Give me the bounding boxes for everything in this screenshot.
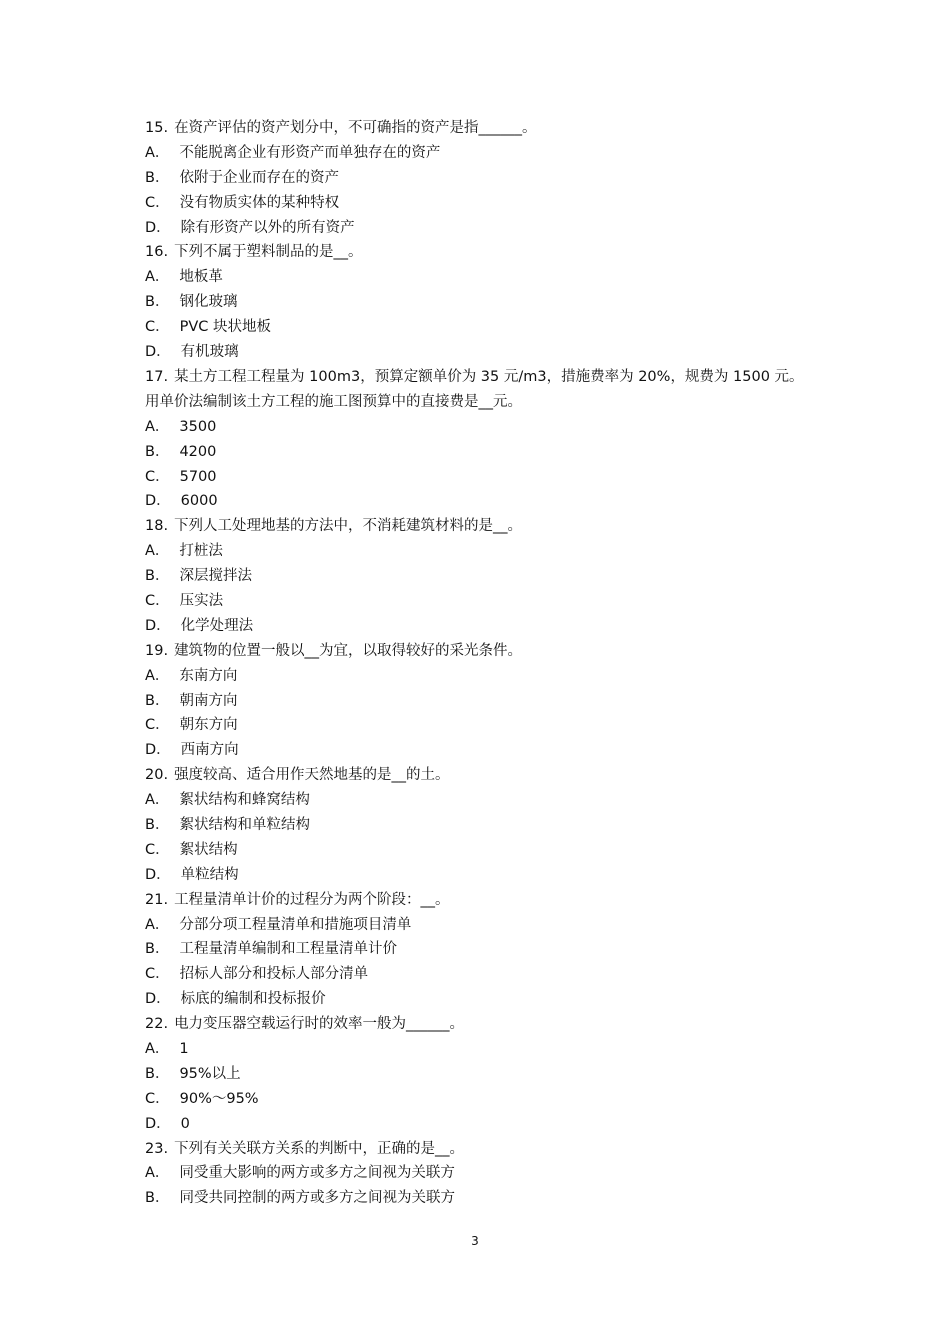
answer-option: [145, 987, 815, 1012]
answer-option: [145, 863, 815, 888]
answer-option: [145, 1062, 815, 1087]
answer-option: [145, 539, 815, 564]
option-text: 压实法: [179, 592, 224, 609]
option-text: 打桩法: [179, 543, 223, 560]
option-text: 絮状结构和蜂窝结构: [179, 792, 310, 809]
answer-option: [145, 614, 815, 639]
option-text: 同受重大影响的两方或多方之间视为关联方: [179, 1165, 455, 1182]
option-letter: B．: [145, 169, 170, 186]
answer-option: [145, 216, 815, 241]
answer-option: [145, 465, 815, 490]
option-text: PVC 块状地板: [179, 319, 272, 336]
question-stem: [145, 240, 815, 265]
option-letter: D．: [145, 219, 171, 236]
option-letter: C．: [145, 717, 170, 734]
question-stem: [145, 763, 815, 788]
question-stem: [145, 116, 815, 141]
answer-option: [145, 713, 815, 738]
answer-option: [145, 788, 815, 813]
option-text: 絮状结构和单粒结构: [179, 816, 310, 833]
option-text: 单粒结构: [180, 866, 239, 883]
option-text: 除有形资产以外的所有资产: [180, 219, 355, 236]
answer-option: [145, 1037, 815, 1062]
option-text: 地板革: [179, 269, 223, 286]
option-text: 依附于企业而存在的资产: [179, 169, 339, 186]
option-letter: C．: [145, 841, 170, 858]
question-stem: [145, 888, 815, 913]
question-number: 15.: [145, 120, 169, 136]
option-letter: A．: [145, 667, 170, 684]
option-letter: D．: [145, 344, 171, 361]
answer-option: [145, 738, 815, 763]
question-stem: [145, 514, 815, 539]
answer-option: [145, 689, 815, 714]
option-letter: B．: [145, 294, 170, 311]
option-letter: A．: [145, 418, 170, 435]
answer-option: [145, 290, 815, 315]
question-text: 下列人工处理地基的方法中，不消耗建筑材料的是__。: [174, 518, 523, 535]
answer-option: [145, 489, 815, 514]
question-stem: [145, 1012, 815, 1037]
option-letter: A．: [145, 792, 170, 809]
option-letter: B．: [145, 443, 170, 460]
question-stem: [145, 1137, 815, 1162]
option-text: 3500: [179, 418, 217, 435]
option-text: 90%～95%: [179, 1090, 259, 1107]
question-list: [145, 116, 815, 1211]
answer-option: [145, 962, 815, 987]
question-text: 强度较高、适合用作天然地基的是__的土。: [174, 767, 450, 784]
option-letter: A．: [145, 1040, 170, 1057]
answer-option: [145, 1087, 815, 1112]
question-text: 工程量清单计价的过程分为两个阶段：__。: [174, 891, 450, 908]
option-text: 5700: [179, 468, 217, 485]
answer-option: [145, 166, 815, 191]
option-text: 4200: [179, 443, 217, 460]
option-letter: B．: [145, 1190, 170, 1207]
answer-option: [145, 315, 815, 340]
option-letter: C．: [145, 194, 170, 211]
option-letter: D．: [145, 866, 171, 883]
option-letter: A．: [145, 269, 170, 286]
option-text: 同受共同控制的两方或多方之间视为关联方: [179, 1190, 455, 1207]
option-text: 钢化玻璃: [179, 294, 238, 311]
answer-option: [145, 415, 815, 440]
option-text: 深层搅拌法: [179, 568, 252, 585]
answer-option: [145, 340, 815, 365]
answer-option: [145, 813, 815, 838]
option-text: 标底的编制和投标报价: [180, 991, 326, 1008]
option-text: 朝东方向: [179, 717, 238, 734]
option-text: 1: [179, 1040, 189, 1057]
question-number: 21.: [145, 891, 169, 908]
question-text: 下列不属于塑料制品的是__。: [174, 244, 363, 261]
answer-option: [145, 191, 815, 216]
option-text: 招标人部分和投标人部分清单: [179, 966, 369, 983]
question-text: 在资产评估的资产划分中，不可确指的资产是指______。: [174, 120, 537, 136]
option-letter: A．: [145, 916, 170, 933]
answer-option: [145, 564, 815, 589]
answer-option: [145, 1186, 815, 1211]
question-stem: [145, 365, 815, 415]
option-letter: B．: [145, 692, 170, 709]
option-letter: C．: [145, 966, 170, 983]
answer-option: [145, 1112, 815, 1137]
question-number: 20.: [145, 767, 169, 784]
question-text: 电力变压器空载运行时的效率一般为______。: [174, 1016, 465, 1033]
answer-option: [145, 141, 815, 166]
option-letter: D．: [145, 617, 171, 634]
answer-option: [145, 937, 815, 962]
option-letter: A．: [145, 144, 170, 161]
option-text: 絮状结构: [179, 841, 238, 858]
option-letter: D．: [145, 493, 171, 510]
option-letter: C．: [145, 468, 170, 485]
option-text: 没有物质实体的某种特权: [179, 194, 340, 211]
question-number: 16.: [145, 244, 169, 261]
option-text: 东南方向: [179, 667, 238, 684]
answer-option: [145, 1161, 815, 1186]
option-letter: A．: [145, 543, 170, 560]
option-letter: B．: [145, 941, 170, 958]
question-stem: [145, 639, 815, 664]
option-text: 有机玻璃: [180, 344, 239, 361]
answer-option: [145, 838, 815, 863]
option-text: 6000: [180, 493, 218, 510]
option-letter: D．: [145, 991, 171, 1008]
answer-option: [145, 589, 815, 614]
option-text: 0: [180, 1115, 190, 1132]
option-letter: D．: [145, 742, 171, 759]
answer-option: [145, 664, 815, 689]
option-letter: B．: [145, 568, 170, 585]
question-text: 下列有关关联方关系的判断中，正确的是__。: [174, 1140, 465, 1157]
page-number: 3: [471, 1234, 479, 1248]
question-number: 23.: [145, 1140, 169, 1157]
answer-option: [145, 440, 815, 465]
question-text: 某土方工程工程量为 100m3，预算定额单价为 35 元/m3，措施费率为 20%，规费为 1500 元。用单价法编制该土方工程的施工图预算中的直接费是__元。: [145, 368, 804, 410]
option-text: 西南方向: [180, 742, 239, 759]
option-letter: D．: [145, 1115, 171, 1132]
question-number: 19.: [145, 642, 169, 659]
question-text: 建筑物的位置一般以__为宜，以取得较好的采光条件。: [174, 642, 523, 659]
option-letter: B．: [145, 1065, 170, 1082]
answer-option: [145, 913, 815, 938]
question-number: 22.: [145, 1016, 169, 1033]
answer-option: [145, 265, 815, 290]
option-letter: C．: [145, 1090, 170, 1107]
option-text: 分部分项工程量清单和措施项目清单: [179, 916, 412, 933]
option-letter: A．: [145, 1165, 170, 1182]
question-number: 17.: [145, 368, 169, 385]
option-text: 不能脱离企业有形资产而单独存在的资产: [179, 144, 441, 161]
question-number: 18.: [145, 518, 169, 535]
option-letter: B．: [145, 816, 170, 833]
option-text: 朝南方向: [179, 692, 238, 709]
option-text: 工程量清单编制和工程量清单计价: [179, 941, 397, 958]
option-text: 化学处理法: [180, 617, 254, 634]
option-letter: C．: [145, 319, 170, 336]
option-letter: C．: [145, 592, 170, 609]
option-text: 95%以上: [179, 1065, 241, 1082]
